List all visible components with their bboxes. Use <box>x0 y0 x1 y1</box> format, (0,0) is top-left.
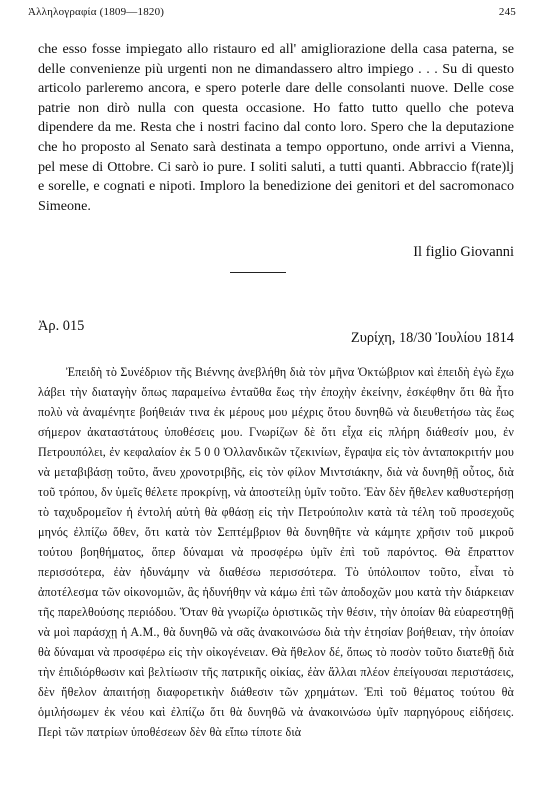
section-divider <box>230 272 286 273</box>
letter-dateline: Ζυρίχη, 18/30 Ἰουλίου 1814 <box>350 330 514 346</box>
header-title: Ἀλληλογραφία (1809—1820) <box>28 6 165 18</box>
letter-number: Ἀρ. 015 <box>38 318 85 334</box>
running-header <box>28 6 516 24</box>
greek-letter-text: Ἐπειδὴ τὸ Συνέδριον τῆς Βιέννης ἀνεβλήθη διὰ τὸν μῆνα Ὀκτώβριον καὶ ἐπειδὴ ἐγὼ ἔχω λάβει τὴν διαταγὴν ὅπως παραμείνω ἐνταῦθα ἕως τὴν ἐποχὴν ἐκείνην, ἐσκέφθην ὅτι θὰ ἦτο πολὺ νὰ ἀναμένητε βοήθειάν τινα ἐκ μέρους μου μέχρις ὅτου δυνηθῶ νὰ διευθετήσω τὰς ἕως σήμερον ἀκαταστάτους ὑποθέσεις μου. Γνωρίζων δὲ ὅτι εἶχα εἰς πλήρη διάθεσίν μου, ἐν Πετρουπόλει, ἐν κεφαλαίον ἐκ 5 0 0 Ὀλλανδικῶν τζεκινίων, ἔγραψα εἰς τὸν ἀνταποκριτήν μου νὰ μεταβιβάσῃ τοῦτο, ἄνευ χρονοτριβῆς, εἰς τὸν φίλον Μιντσιάκην, διὰ νὰ δυνηθῇ οὗτος, διὰ τοῦ τρόπου, δν ὑμεῖς θέλετε προκρίνῃ, νὰ ἀποστείλῃ ὑμῖν τοῦτο. Ἐὰν δὲν ἤθελεν καθυστερήσῃ τὸ ταχυδρομεῖον ἡ ἐντολή αὐτὴ θὰ φθάσῃ εἰς τὴν Πετρούπολιν κατὰ τὰ τέλη τοῦ προσεχοῦς μηνός ἐλπίζω ὅθεν, ὅτι κατὰ τὸν Σεπτέμβριον θὰ δυνηθῆτε νὰ κάμητε χρῆσιν τοῦ μικροῦ τούτου βοηθήματος, ὅπερ δύναμαι νὰ προσφέρω ὑμῖν ἐπὶ τοῦ παρόντος. Θὰ ἔπραττον περισσότερα, ἐὰν ἠδυνάμην νὰ διαθέσω περισσότερα. Τὸ ὑπόλοιπον τοῦτο, εἶναι τὸ ἀποτέλεσμα τῶν οἰκονομιῶν, ἃς ἠδυνήθην νὰ κάμω ἐπὶ τῶν ἀποδοχῶν μου κατὰ τὴν διάρκειαν τῆς παρελθούσης περιόδου. Ὅταν θὰ γνωρίζω ὁριστικῶς τὴν θέσιν, τὴν ὁποίαν θὰ εὐαρεστηθῇ νὰ μοὶ παράσχῃ ἡ Α.Μ., θὰ δυνηθῶ νὰ σᾶς ἀνακοινώσω διὰ τὴν ἐτησίαν βοήθειαν, τὴν ὁποίαν θὰ δύναμαι νὰ προσφέρω εἰς τὴν οἰκογένειαν. Θὰ ἤθελον δέ, ὅπως τὸ ποσὸν τοῦτο διατεθῇ διὰ τὴν ἐπιδιόρθωσιν καὶ βελτίωσιν τῆς πατρικῆς οἰκίας, ἐὰν ἄλλαι πλέον ἐπείγουσαι περιστάσεις, δὲν ἤθελον ἀπαιτήσῃ διαφορετικὴν διάθεσιν τῶν χρημάτων. Ἐπὶ τοῦ θέματος τούτου θὰ ὁμιλήσωμεν ἐκ νέου καὶ ἐλπίζω ὅτι θὰ δυνηθῶ νὰ ἀνακοινώσω ὑμῖν παρηγόρους εἰδήσεις. Περὶ τῶν πατρίων ὑποθέσεων δὲν θὰ εἴπω τίποτε διὰ <box>38 365 514 739</box>
italian-paragraph <box>38 40 514 216</box>
page-number: 245 <box>498 6 516 18</box>
greek-letter-body <box>38 362 514 742</box>
italian-paragraph-text: che esso fosse impiegato allo ristauro ed all' amigliorazione della casa paterna, se delle convenienze più urgenti non ne dimandassero altro impiego . . . Su di questo articolo parleremo ancora, e spero poterle dare delle consolanti nuove. Delle cose patrie non dirò nulla con questa occasione. Ho fatto tutto quello che poteva dipendere da me. Resta che i nostri facino dal conto loro. Spero che la deputazione che ho proposto al Senato sarà destinata a tempo opportuno, onde arrivi a Vienna, pel mese di Ottobre. Ci sarò io pure. I soliti saluti, a tutti quanti. Abbraccio f(rate)lj e sorelle, e cognati e nipoti. Imploro la benedizione dei genitori et del sacromonaco Simeone. <box>38 41 514 214</box>
signature: Il figlio Giovanni <box>413 244 514 260</box>
